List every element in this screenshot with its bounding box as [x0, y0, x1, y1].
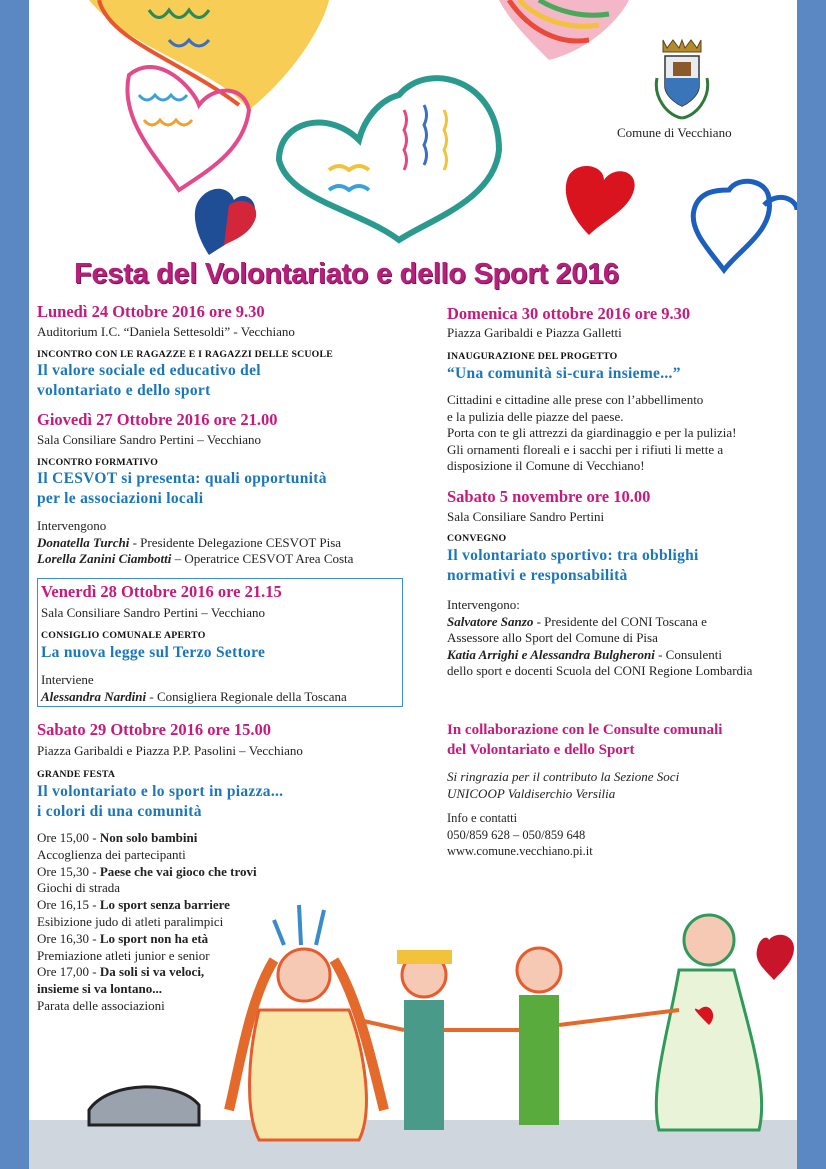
program-item: [37, 864, 337, 881]
speaker-name: Alessandra Nardini: [41, 688, 147, 704]
program-item: [37, 897, 337, 914]
event-speakers: [447, 597, 797, 680]
event-topic-line: Il valore sociale ed educativo del: [37, 362, 261, 379]
speaker-role: - Presidente Delegazione CESVOT Pisa: [129, 534, 342, 550]
event-topic-line: normativi e responsabilità: [447, 567, 628, 584]
program-item: [37, 964, 337, 981]
program-desc: Premiazione atleti junior e senior: [37, 947, 210, 963]
speaker-line: [447, 647, 797, 664]
event-place: Piazza Garibaldi e Piazza Galletti: [447, 325, 622, 340]
program-item: [37, 931, 337, 948]
event-category: CONVEGNO: [447, 533, 507, 544]
program-desc: Parata delle associazioni: [37, 997, 165, 1013]
program-item: [37, 981, 337, 998]
event-topic-line: Il volontariato e lo sport in piazza...: [37, 783, 284, 800]
program-title: Da soli si va veloci,: [99, 964, 205, 980]
speaker-line: [37, 535, 417, 552]
event-category: INCONTRO CON LE RAGAZZE E I RAGAZZI DELLE SCUOLE: [37, 349, 333, 360]
event-topic-line: Il volontariato sportivo: tra obblighi: [447, 547, 699, 564]
program-desc: Esibizione judo di atleti paralimpici: [37, 913, 224, 929]
description-line: Cittadini e cittadine alle prese con l’abbellimento: [447, 392, 704, 407]
thanks-line: UNICOOP Valdiserchio Versilia: [447, 785, 616, 801]
event-date: Venerdì 28 Ottobre 2016 ore 21.15: [41, 582, 282, 601]
event-speakers: [37, 518, 417, 568]
event-date: Lunedì 24 Ottobre 2016 ore 9.30: [37, 302, 265, 321]
event-category: CONSIGLIO COMUNALE APERTO: [41, 630, 206, 641]
event-place: Sala Consiliare Sandro Pertini – Vecchiano: [41, 605, 265, 620]
speaker-role-cont: Assessore allo Sport del Comune di Pisa: [447, 630, 658, 645]
program-time: Ore 17,00 -: [37, 964, 100, 980]
program-title: Lo sport senza barriere: [99, 897, 230, 913]
speaker-line: [37, 551, 417, 568]
speaker-role-cont: dello sport e docenti Scuola del CONI Regione Lombardia: [447, 663, 753, 678]
page-title: Festa del Volontariato e dello Sport 2016: [74, 258, 619, 290]
event-place: Auditorium I.C. “Daniela Settesoldi” - Vecchiano: [37, 324, 295, 339]
speakers-intro: Intervengono: [37, 518, 107, 533]
program-time: Ore 15,30 -: [37, 863, 100, 879]
program-item: [37, 830, 337, 847]
event-date: Sabato 29 Ottobre 2016 ore 15.00: [37, 720, 272, 739]
event-topic: [37, 782, 283, 822]
collaboration-note: [447, 721, 722, 760]
event-date: Giovedì 27 Ottobre 2016 ore 21.00: [37, 410, 278, 429]
speaker-role: – Operatrice CESVOT Area Costa: [171, 551, 354, 566]
speaker-name: Donatella Turchi: [37, 534, 130, 550]
event-date: Sabato 5 novembre ore 10.00: [447, 487, 651, 506]
contact-info: [447, 810, 593, 860]
event-place: Sala Consiliare Sandro Pertini – Vecchiano: [37, 432, 261, 447]
contact-label: Info e contatti: [447, 811, 518, 825]
speaker-role: - Presidente del CONI Toscana e: [533, 613, 707, 629]
program-desc: Giochi di strada: [37, 880, 121, 896]
right-border-strip: [797, 0, 826, 1169]
left-border-strip: [0, 0, 29, 1169]
speaker-line: [447, 614, 797, 631]
description-line: disposizione il Comune di Vecchiano!: [447, 458, 645, 473]
poster: [29, 0, 797, 1169]
program-title: Paese che vai gioco che trovi: [99, 863, 257, 879]
collaboration-line: In collaborazione con le Consulte comunali: [447, 722, 723, 738]
contact-phones: 050/859 628 – 050/859 648: [447, 827, 586, 842]
program-desc: Accoglienza dei partecipanti: [37, 846, 186, 862]
event-topic-line: per le associazioni locali: [37, 490, 204, 507]
program-time: Ore 16,30 -: [37, 930, 100, 946]
speaker-name: Katia Arrighi e Alessandra Bulgheroni: [447, 646, 655, 662]
speaker-line: [41, 689, 401, 706]
speaker-role: - Consigliera Regionale della Toscana: [146, 688, 347, 704]
event-program: [37, 830, 337, 1015]
speakers-intro: Interviene: [41, 672, 94, 687]
program-title: Lo sport non ha età: [99, 930, 209, 946]
speaker-role: - Consulenti: [654, 646, 722, 662]
speaker-name: Lorella Zanini Ciambotti: [37, 551, 172, 566]
description-line: e la pulizia delle piazze del paese.: [447, 408, 624, 424]
thanks-line: Si ringrazia per il contributo la Sezione Soci: [447, 769, 680, 784]
event-speakers: [41, 672, 401, 705]
event-description: [447, 392, 792, 475]
collaboration-line: del Volontariato e dello Sport: [447, 741, 635, 758]
event-topic-line: i colori di una comunità: [37, 803, 202, 820]
thanks-note: [447, 769, 679, 802]
speakers-intro: Intervengono:: [447, 597, 520, 612]
program-time: Ore 16,15 -: [37, 897, 100, 913]
event-category: INCONTRO FORMATIVO: [37, 457, 159, 468]
speaker-name: Salvatore Sanzo: [447, 613, 534, 629]
program-title: Non solo bambini: [99, 830, 198, 845]
event-topic: La nuova legge sul Terzo Settore: [41, 644, 266, 661]
event-topic: [447, 546, 699, 586]
event-place: Sala Consiliare Sandro Pertini: [447, 509, 605, 524]
event-topic: [37, 361, 261, 401]
event-topic-line: volontariato e dello sport: [37, 382, 211, 399]
event-topic: [37, 469, 327, 509]
event-category: GRANDE FESTA: [37, 769, 116, 780]
description-line: Porta con te gli attrezzi da giardinaggio e per la pulizia!: [447, 425, 737, 440]
event-date: Domenica 30 ottobre 2016 ore 9.30: [447, 304, 691, 323]
event-topic: “Una comunità si-cura insieme...”: [447, 365, 681, 382]
program-time: Ore 15,00 -: [37, 830, 100, 845]
program-title: insieme si va lontano...: [37, 981, 162, 997]
event-topic-line: Il CESVOT si presenta: quali opportunità: [37, 470, 327, 487]
description-line: Gli ornamenti floreali e i sacchi per i rifiuti li mette a: [447, 441, 724, 457]
website-link[interactable]: www.comune.vecchiano.pi.it: [447, 844, 593, 858]
event-category: INAUGURAZIONE DEL PROGETTO: [447, 351, 618, 362]
event-place: Piazza Garibaldi e Piazza P.P. Pasolini – Vecchiano: [37, 743, 303, 758]
municipality-name: Comune di Vecchiano: [617, 125, 732, 140]
coat-of-arms-logo: [653, 38, 711, 120]
